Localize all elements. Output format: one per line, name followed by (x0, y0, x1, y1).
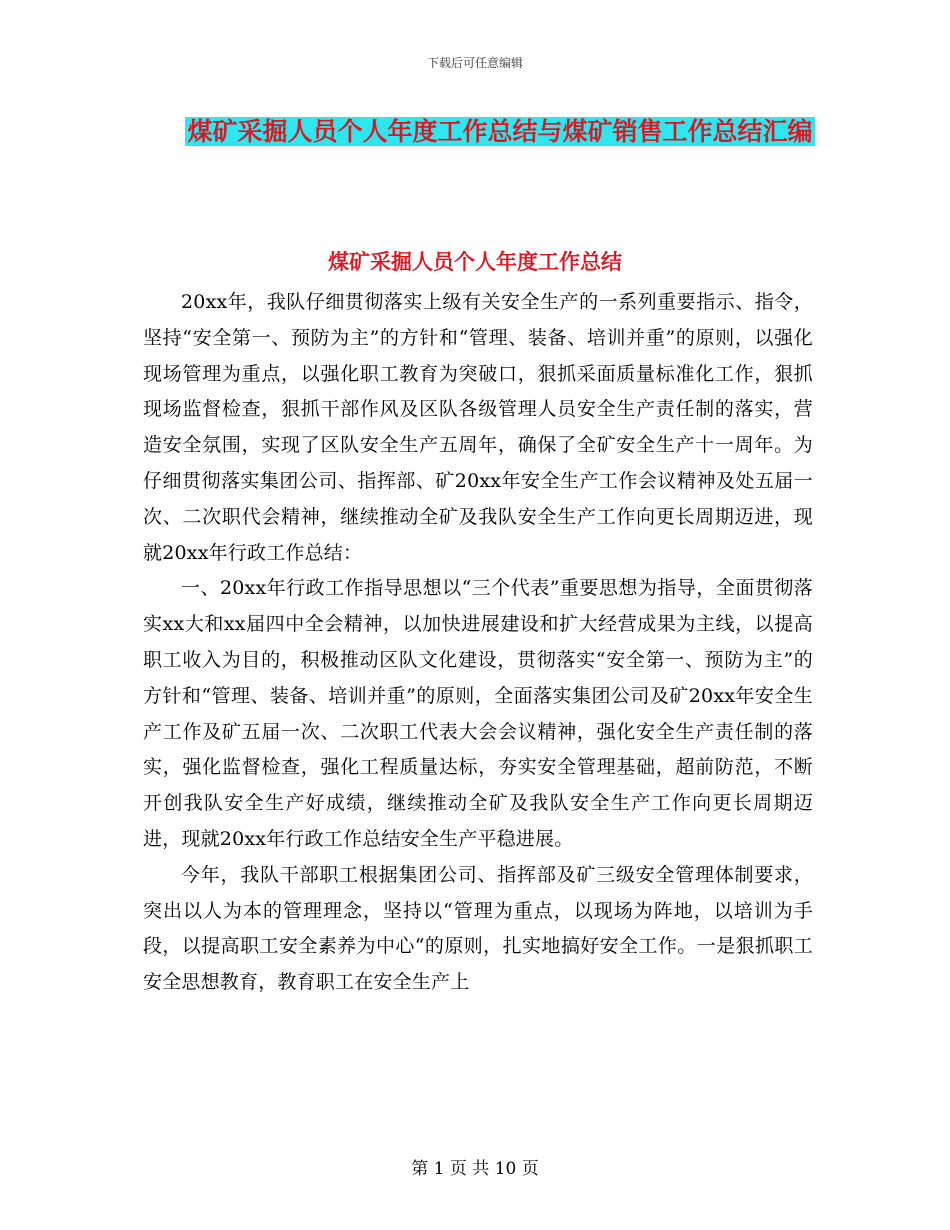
document-body (143, 285, 813, 1001)
header-note: 下载后可任意编辑 (426, 56, 523, 70)
document-title (150, 110, 850, 153)
section-title: 煤矿采掘人员个人年度工作总结 (328, 250, 622, 274)
paragraph: 一、20xx年行政工作指导思想以“三个代表”重要思想为指导，全面贯彻落实xx大和xx届四中全会精神，以加快进展建设和扩大经营成果为主线，以提高职工收入为目的，积极推动区队文化建设，贯彻落实“安全第一、预防为主”的方针和“管理、装备、培训并重”的原则，全面落实集团公司及矿20xx年安全生产工作及矿五届一次、二次职工代表大会会议精神，强化安全生产责任制的落实，强化监督检查，强化工程质量达标，夯实安全管理基础，超前防范，不断开创我队安全生产好成绩，继续推动全矿及我队安全生产工作向更长周期迈进，现就20xx年行政工作总结安全生产平稳进展。 (143, 577, 813, 850)
page-number: 第 1 页 共 10 页 (411, 1159, 539, 1179)
paragraph: 20xx年，我队仔细贯彻落实上级有关安全生产的一系列重要指示、指令，坚持“安全第一、预防为主”的方针和“管理、装备、培训并重”的原则，以强化现场管理为重点，以强化职工教育为突破口，狠抓采面质量标准化工作，狠抓现场监督检查，狠抓干部作风及区队各级管理人员安全生产责任制的落实，营造安全氛围，实现了区队安全生产五周年，确保了全矿安全生产十一周年。为仔细贯彻落实集团公司、指挥部、矿20xx年安全生产工作会议精神及处五届一次、二次职代会精神，继续推动全矿及我队安全生产工作向更长周期迈进，现就20xx年行政工作总结： (143, 291, 813, 564)
paragraph: 今年，我队干部职工根据集团公司、指挥部及矿三级安全管理体制要求，突出以人为本的管理理念，坚持以“管理为重点，以现场为阵地，以培训为手段，以提高职工安全素养为中心“的原则，扎实地搞好安全工作。一是狠抓职工安全思想教育，教育职工在安全生产上 (143, 863, 813, 994)
document-title-text: 煤矿采掘人员个人年度工作总结与煤矿销售工作总结汇编 (187, 117, 813, 146)
